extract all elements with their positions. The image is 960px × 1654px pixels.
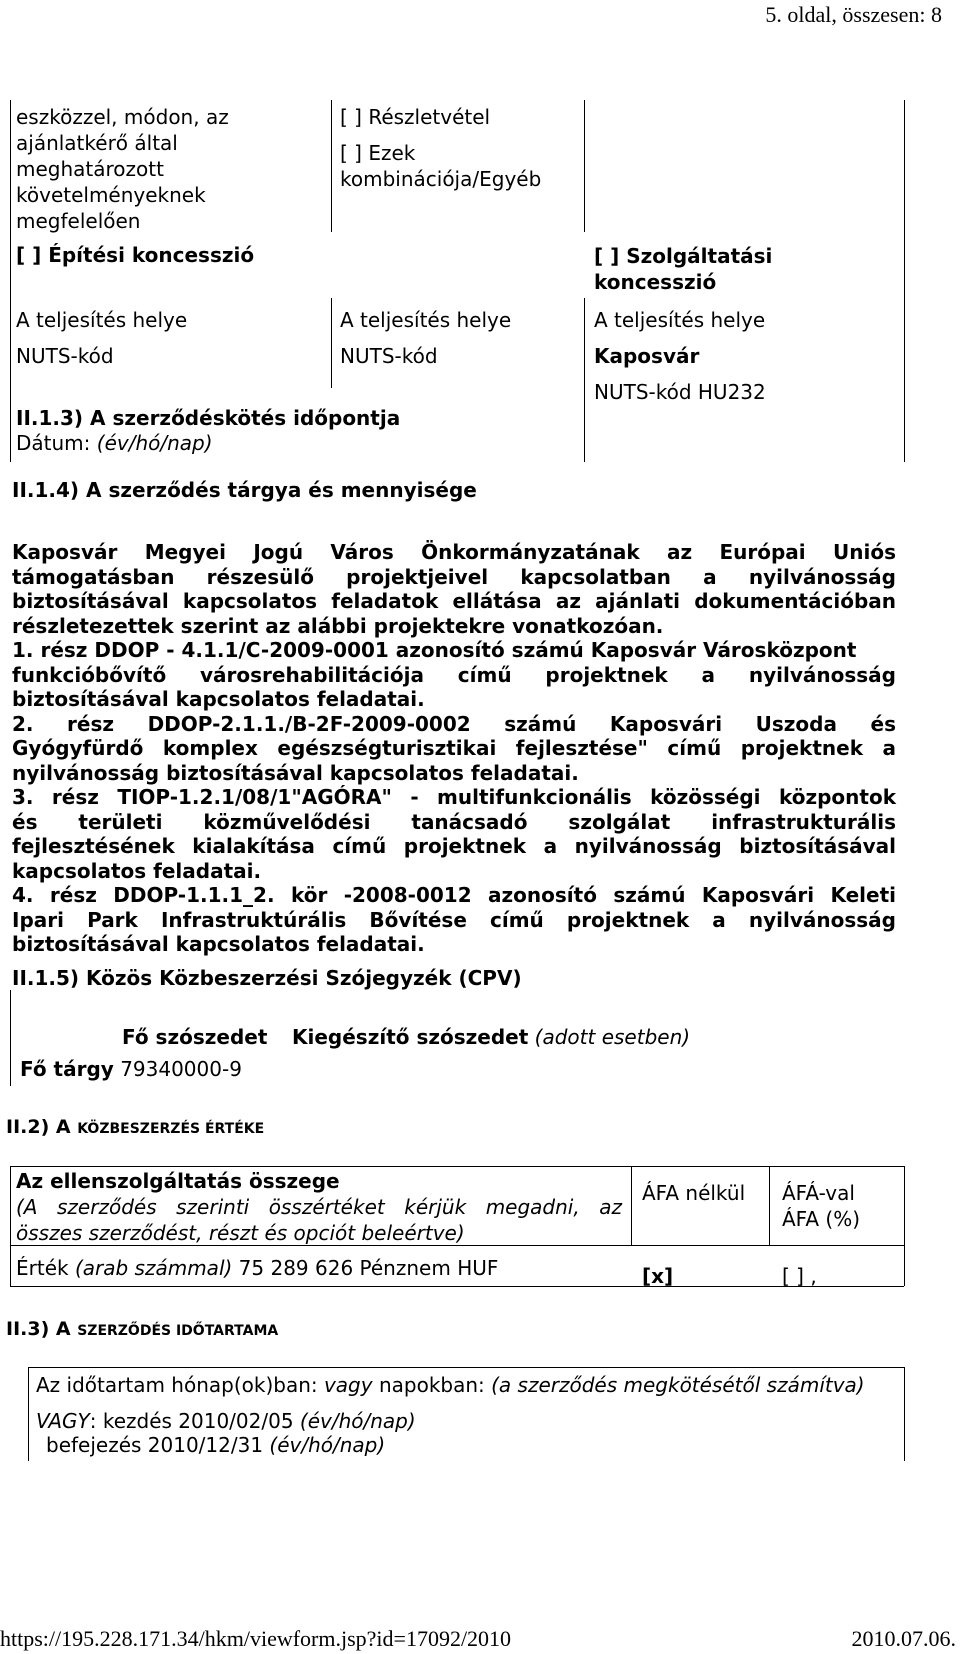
table-border-col2b: [584, 298, 585, 462]
afa-val-cell: ÁFÁ-val ÁFA (%): [782, 1181, 860, 1231]
telj-helye-3: A teljesítés helye: [594, 308, 766, 332]
table-border-col2: [584, 100, 585, 232]
table-border-col1b: [331, 298, 332, 388]
ii3-left: [28, 1367, 29, 1461]
mid-options: [ ] Részletvétel [ ] Ezek kombinációja/Egyéb: [340, 105, 542, 191]
checkbox-afa-nelkul[interactable]: [x]: [642, 1264, 674, 1288]
ii14-body: Kaposvár Megyei Jogú Város Önkormányzatának az Európai Uniós támogatásban részesülő projektjeivel kapcsolatban a nyilvánosság biztosításával kapcsolatos feladatok ellátása az ajánlati dokumentációban részletezettek szerint az alábbi projektekre vonatkozóan. 1. rész DDOP - 4.1.1/C-2009-0001 azonosító számú Kaposvár Városközpont funkcióbővítő városrehabilitációja című projektnek a nyilvánosság biztosításával kapcsolatos feladatai. 2. rész DDOP-2.1.1./B-2F-2009-0002 számú Kaposvári Uszoda és Gyógyfürdő komplex egészségturisztikai fejlesztése" című projektnek a nyilvánosság biztosításával kapcsolatos feladatai. 3. rész TIOP-1.2.1/08/1"AGÓRA" - multifunkcionális közösségi központok és területi közművelődési tanácsadó szolgálat infrastrukturális fejlesztésének kialakítása című projektnek a nyilvánosság biztosításával kapcsolatos feladatai. 4. rész DDOP-1.1.1_2. kör -2008-0012 azonosító számú Kaposvári Keleti Ipari Park Infrastruktúrális Bővítése című projektnek a nyilvánosság biztosításával kapcsolatos feladatai.: [12, 540, 896, 956]
kezdes-line: VAGY: kezdés 2010/02/05 (év/hó/nap): [36, 1409, 416, 1433]
page-info: 5. oldal, összesen: 8: [765, 2, 942, 27]
left-cont-text: eszközzel, módon, az ajánlatkérő által meghatározott követelményeknek megfelelően: [16, 105, 229, 233]
nuts-kod-hu232: NUTS-kód HU232: [594, 380, 766, 404]
footer-url: https://195.228.171.34/hkm/viewform.jsp?id=17092/2010: [0, 1626, 512, 1651]
nuts-kod-1: NUTS-kód: [16, 344, 114, 368]
ertek-line: Érték (arab számmal) 75 289 626 Pénznem HUF: [16, 1256, 499, 1280]
osszeg-cell: Az ellenszolgáltatás összege (A szerződés szerinti összértéket kérjük megadni, az összes szerződést, részt és opciót beleértve): [16, 1169, 622, 1245]
nuts-kod-2: NUTS-kód: [340, 344, 438, 368]
ii2-col2: [769, 1166, 770, 1245]
befejezes-line: befejezés 2010/12/31 (év/hó/nap): [46, 1433, 386, 1457]
fo-szoszedet: Fő szószedet: [122, 1025, 268, 1049]
afa-nelkul: ÁFA nélkül: [642, 1181, 746, 1205]
telj-helye-2: A teljesítés helye: [340, 308, 512, 332]
epitesi-koncesszio: [ ] Építési koncesszió: [16, 243, 255, 267]
table-border-col1: [331, 100, 332, 232]
cpv-border-left: [10, 990, 11, 1086]
ii2-title: II.2) A KÖZBESZERZÉS ÉRTÉKE: [6, 1116, 265, 1138]
cpv-title: II.1.5) Közös Közbeszerzési Szójegyzék (CPV): [12, 966, 522, 990]
ii2-bottom: [10, 1286, 904, 1287]
table-border-right: [904, 100, 905, 462]
footer-date: 2010.07.06.: [851, 1626, 956, 1651]
checkbox-afa-val[interactable]: [ ] ,: [782, 1264, 817, 1288]
szolgaltatasi-koncesszio: [ ] Szolgáltatási koncesszió: [594, 244, 773, 294]
telj-helye-1: A teljesítés helye: [16, 308, 188, 332]
ii3-right: [904, 1367, 905, 1461]
datum-line: Dátum: (év/hó/nap): [16, 431, 213, 455]
ii14-title: II.1.4) A szerződés tárgya és mennyisége: [12, 478, 477, 502]
kieg-szoszedet: Kiegészítő szószedet (adott esetben): [292, 1025, 691, 1049]
kaposvar-place: Kaposvár: [594, 344, 700, 368]
ii2-left: [10, 1166, 11, 1286]
table-border-left: [10, 100, 11, 462]
ii3-top: [28, 1367, 904, 1368]
ii2-right: [904, 1166, 905, 1286]
fo-targy: Fő tárgy 79340000-9: [20, 1057, 242, 1081]
ii3-title: II.3) A SZERZŐDÉS IDŐTARTAMA: [6, 1318, 279, 1340]
idotartam-line: Az időtartam hónap(ok)ban: vagy napokban: (a szerződés megkötésétől számítva): [36, 1373, 865, 1397]
ii13-title: II.1.3) A szerződéskötés időpontja: [16, 406, 401, 430]
ii2-col1: [631, 1166, 632, 1245]
